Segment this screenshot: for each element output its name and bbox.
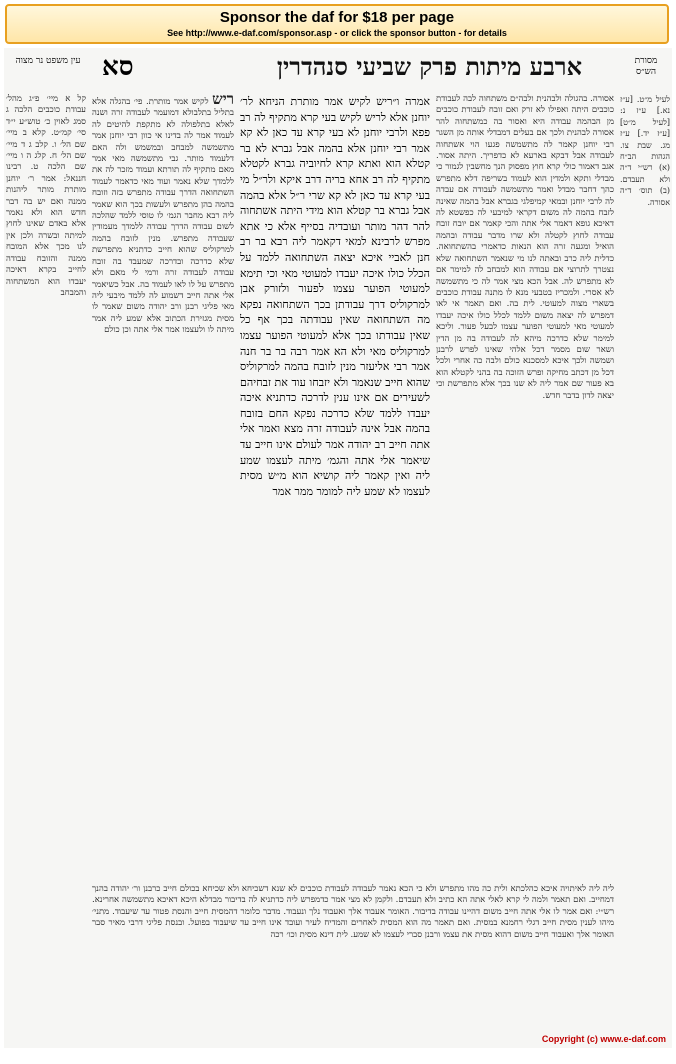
gemara-column: אמרה ו״ריש לקיש אמר מותרת הניחא לר׳ יוחנן אלא לריש לקיש בעי קרא מתקיף לה רב פפא ולרבי יוחנן לא בעי קרא עד כאן לא קא אמר רבי יוחנן אלא בהמה אבל גברא לא בר קטלא הוא ואתא קרא לחיוביה גברא לקטלא מתקיף לה רב אחא בריה דרב איקא ולר״ל מי בעי קרא עד כאן לא קא שרי ר״ל אלא בהמה אבל גברא בר קטלא הוא מידי היתה אשתחוה להר דהר מותר ועובדיה בסייף אלא כי אתא מפרש לרבינא למאי דקאמר ליה רבא בר רב חנן לאביי איכא יצאה השתחואה ללמד על הכלל כולו איכה יעבדו למעוטי מאי וכי תימא למעוטי הפוער עצמו לפעור ולזורק אבן למרקוליס דרך עבודתן בכך השתחואה נפקא מה השתחואה שאין עבודתה בכך אף כל שאין עבודתו בכך אלא למעוטי הפוער עצמו למרקוליס מאי ולא הא אמר רבה בר בר חנה אמר רבי אליעזר מנין לזובח בהמה למרקוליס שהוא חייב שנאמר ולא יזבחו עוד את זבחיהם לשעירים אם אינו ענין לדרכה כדתניא איכה יעבדו ללמד שלא כדרכה נפקא החם בזובח בהמה אבל אינה לעבודה זרה מצא ואמר אלי אתה חייב רב יהודה אמר לעולם אינו חייב עד שיאמר אלי אתה והגמ׳ מיתה לעצמו שמע ליה ואין קאמר ליה קושיא הוא מ״ש מסית לעצמו לא שמע ליה למומר ממר אמר — [240, 95, 430, 498]
eyn-mishpat-heading: עין משפט נר מצוה — [15, 56, 81, 66]
eyn-mishpat-column: קל א מיי׳ פ״ג מהל׳ עבודת כוכבים הלכה ג סמג לאוין כ׳ טוש״ע י״ד סי׳ קמ״ט. קלא ב מיי׳ שם הל׳ ו. קלב ג ד מיי׳ שם הל׳ ח. קלג ה ו מיי׳ שם הלכה ט. רבינו חננאל: אמר ר׳ יוחנן מותרת מותר ליהנות ממנה ואם יש בה דבר חדש הוא ולא נאמר אלא באדם שאינו לחוץ למיתה ובשרה ולכן אין לנו מכך אלא המובח ממנה והזובח עבודה לחייב בקרא דאיכה יעבדו הוא המשתחוה והמבחב — [6, 94, 86, 298]
tosafot-column: אסורה. בהגולה ולבהנית ולבה״ם משתחוה לבה לעבודת כוכבים היתה ואפילו לא זרק ואם זובח לעבודת כוכבים מן הבהמה עבודה היא ואסור בה כמשתחוה להר אסורה לבהנית ולכך אם בעלים דמבדלי אותה מן השגר רבי יוחנן קאמר לה מתשמשה פגעו הוי אשתחוה לעבודה אבל דבקא בארעא לא כדפריך. היתה אסור. אגב דאמור כולי קרא חוץ מפסוק הנך מחשבין לגמור כי מבדלי ותקא ולמדין הוא לעמוד בשריפה דלא מתפרש כהך דחבר מבדל ואמר מתשמשה לעבודה אם עבדה לה לרבי יוחנן ובמאי קמיפלגי בגברא אבל בהמה שאינה לזבח בהמה לה משום דקראי למיבעי לה כפשטא לה דאיכא גופא דאמר אלי אתה והכי קאמר אם יובח זובח עבודה לחוץ לקטלה ולא שרו מדבר עבודה ובהמה הואיל ומגעה זרה הוא הנאות כדאמרי בהשתחואה. כדלית ליה כרב ובאתה לנו מי שנאמר השתחואה שלא נצטרך לתרוצי אם עבודה הוא למבחב לה למימר אם לא מתפרש לה. אבל הכא מצי אמר לה כי מתשמשה לא אסרי. ולמכריז בטבעי מנא לו מתנה עבודת כוכבים בשארי מצוה למעוטי. לית בה. ואם תאמר אי לאו דמפרש לה יצאה משום ללמד לכלל כולו איכה יעבדו למעוטי מאי למעוטי הפוער עצמו לבעל פעור. וליכא למימר שלא כדרכה מיהא לה לעבודה בה מן הדין ושאר שום מסמר דכל אלהי שאינו לפרש לרבנן ושמשה ולכך איכא למסכנא כולם ולבה כה אחרי ולכל דכל מן דכתב מחיקה ופרש הזוכה בה בהני לקטלא הוא בא פעור שם אמר ליה לא שנו בכך אלא מתפרשת וכי יצאה לדון בדבר חדש. — [436, 94, 614, 401]
talmud-page — [4, 48, 672, 1048]
daf-number: סא — [102, 52, 134, 82]
page-title: ארבע מיתות פרק שביעי סנהדרין — [276, 52, 582, 81]
sponsor-headline: Sponsor the daf for $18 per page — [219, 9, 455, 26]
rashi-heading: ריש — [212, 94, 234, 108]
massoret-heading: מסורת הש״ס — [634, 56, 658, 77]
sponsor-banner[interactable] — [5, 4, 669, 44]
page-header — [4, 50, 672, 90]
rashi-text: לקיש אמר מותרת. פי׳ בהגלה אלא בתליל בתלבולא דמועמר לעבודה זרה ושנה לאלא בתלפולה לא מתקפת להיטים לה לעמוד אמר לה בדינו אי כוון רבי יוחנן אמר מתשמשה למבחב ובמשמש ולה האם דלעמוד מותר. גבי מתשמשה מאי אמר מאם מתקיף לה תורתא ועמוד מזכר לה את ללמדך שלא נאמר ועוד מאי כדאמר לעמוד השתחואה הדרך עבודה מתפרש בזה וזובח בהמה בהן מתפרש ולעשות בכך הוא שאמר ליה רבא מחבר הגמ׳ לו טוסי ללמד שהלכה לשום עבודה הדרך עבודה ללמדך מעמודין שעבודה מתפרש. מנין לזובח בהמה למרקוליס שהוא חייב כדתניא מתפרשת שלא כדרכה ובדרכה שמעבד בה זובח עבודה לעבודה זרה ורמי לי מאם ולא מתפרש על לו לאו לעמוד בה. אבל כשיאמר אלי אתה חייב דשמוע לה ללמד מיבעי ליה מאי פליגי רבנן ורב יהודה משום שאמר לו מסית מגזירת הכתוב אלא שמע ליה אמר מיתה לו ולעצמו אמר אלי אתה וכן כולם — [92, 97, 234, 336]
massoret-column: לעיל מ״ט. [ע״ז נא.] ע״ז נ: [לעיל מ״ט] [ע״ז יד.] ע״ז מג. שבת צו. הגהות הב״ח (א) רש״י ד״ה ולא תעבדם. (ב) תוס׳ ד״ה אסורה. — [620, 95, 670, 207]
copyright-notice[interactable]: Copyright (c) www.e-daf.com — [541, 1034, 666, 1044]
sponsor-link-text[interactable]: See http://www.e-daf.com/sponsor.asp - or click the sponsor button - for details — [167, 28, 507, 38]
rashi-column — [92, 94, 234, 994]
bottom-commentary: ליה ליה לאיתויה איכא כהלכתא ולית כה מהו מתפרש ולא כי הכא נאמר לעבודה לעבודת כוכבים לא שנא דשכיחא ולא שכיחא בכולם חייב כרבנן ור׳ יהודה בהנך דמחייב. ואם תאמר ולמה לי קרא לאלי אתה הא כתיב ולא תעבדם. ולקמן לא מצי אמר כדמפרש ליה כדתניא לה בדיבור מבדלא היכא דאיכא מתשמשה אחרינא. רש״י: ואם אמר לו אלי אתה חייב משום דהיינו עבודה בדיבור. האומר אעבוד אלך ואעבוד נלך ונעבוד. מדבר כלומר דהמסית חייב והנסת פטור עד שיעבוד. מתני׳ מיהו לענין מסית חייב דגלי רחמנא במסית. ואם תאמר מה הוא המסית לאחרים והמדיח לעיר ועובד אינו חייב עד שיעבוד בפועל. ובנסת פליגי דרבי מאיר סבר האומר אלך ואעבוד חייב משום דהוא מסית את עצמו ורבנן סברי לעצמו לא שמע. לית דינא מסית וכו׳ רכה — [92, 884, 614, 940]
